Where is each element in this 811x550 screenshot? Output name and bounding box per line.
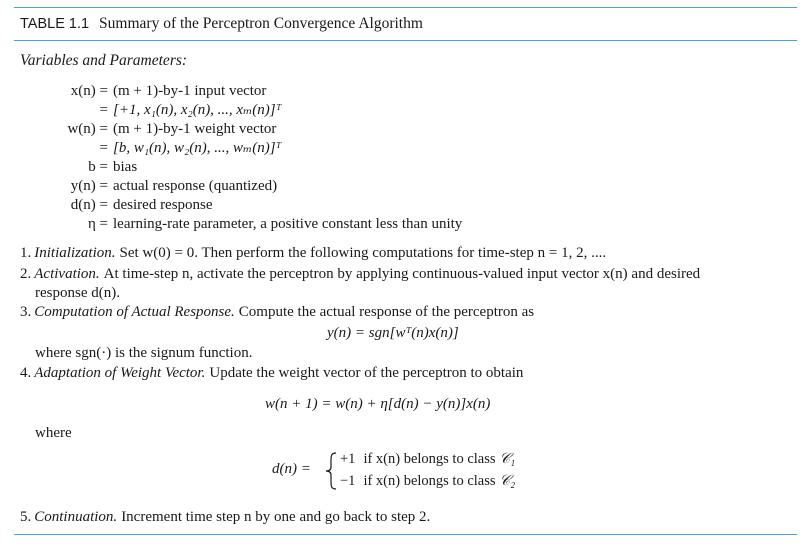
class-symbol: 𝒞₁ bbox=[499, 451, 516, 467]
variable-row bbox=[0, 215, 811, 234]
variable-row bbox=[0, 177, 811, 196]
variable-row bbox=[0, 120, 811, 139]
case-value: +1 bbox=[340, 451, 356, 467]
variable-lhs: y(n) = bbox=[70, 178, 108, 194]
variable-rhs: (m + 1)-by-1 weight vector bbox=[113, 121, 277, 137]
variable-row bbox=[0, 139, 811, 158]
variable-rhs: (m + 1)-by-1 input vector bbox=[113, 83, 267, 99]
case-value: −1 bbox=[340, 473, 356, 489]
variable-lhs: η = bbox=[87, 216, 108, 232]
variable-rhs: actual response (quantized) bbox=[113, 178, 278, 194]
where-label: where bbox=[35, 425, 72, 441]
table-caption bbox=[20, 15, 423, 33]
step-computation: 3. Computation of Actual Response. Compute the actual response of the perceptron as bbox=[20, 304, 535, 320]
variable-rhs: [+1, x₁(n), x₂(n), ..., xₘ(n)]ᵀ bbox=[113, 102, 282, 118]
variable-lhs: x(n) = bbox=[70, 83, 108, 99]
case-condition: if x(n) belongs to class bbox=[363, 451, 496, 467]
variable-lhs: w(n) = bbox=[67, 121, 108, 137]
variable-row bbox=[0, 158, 811, 177]
variable-lhs: d(n) = bbox=[70, 197, 108, 213]
table-label: TABLE 1.1 bbox=[20, 16, 90, 32]
step-initialization: 1. Initialization. Set w(0) = 0. Then perform the following computations for time-step n = 1, 2, .... bbox=[20, 245, 607, 261]
step-continuation: 5. Continuation. Increment time step n by one and go back to step 2. bbox=[20, 509, 431, 525]
variable-rhs: desired response bbox=[113, 197, 213, 213]
variable-lhs: b = bbox=[88, 159, 108, 175]
desired-case-1 bbox=[340, 451, 515, 468]
caption-rule bbox=[14, 40, 797, 41]
variable-row bbox=[0, 196, 811, 215]
variable-lhs: = bbox=[99, 140, 108, 156]
variable-rhs: learning-rate parameter, a positive constant less than unity bbox=[113, 216, 463, 232]
signum-note: where sgn(·) is the signum function. bbox=[35, 345, 253, 361]
step-adaptation: 4. Adaptation of Weight Vector. Update the weight vector of the perceptron to obtain bbox=[20, 365, 524, 381]
top-rule bbox=[14, 7, 797, 8]
variable-rhs: bias bbox=[113, 159, 138, 175]
left-brace-icon bbox=[325, 452, 337, 490]
step-activation: 2. Activation. At time-step n, activate the perceptron by applying continuous-valued input vector x(n) and desired bbox=[20, 266, 701, 282]
bottom-rule bbox=[14, 534, 797, 535]
update-equation: w(n + 1) = w(n) + η[d(n) − y(n)]x(n) bbox=[265, 396, 491, 412]
variable-row bbox=[0, 82, 811, 101]
desired-case-2 bbox=[340, 473, 515, 490]
response-equation: y(n) = sgn[wᵀ(n)x(n)] bbox=[327, 325, 459, 341]
desired-lhs: d(n) = bbox=[272, 461, 311, 477]
variable-rhs: [b, w₁(n), w₂(n), ..., wₘ(n)]ᵀ bbox=[113, 140, 282, 156]
step-activation-continued: response d(n). bbox=[35, 285, 120, 301]
variable-row bbox=[0, 101, 811, 120]
table-title: Summary of the Perceptron Convergence Algorithm bbox=[99, 15, 423, 32]
variables-heading: Variables and Parameters: bbox=[20, 52, 188, 69]
class-symbol: 𝒞₂ bbox=[499, 473, 516, 489]
case-condition: if x(n) belongs to class bbox=[363, 473, 496, 489]
variable-lhs: = bbox=[99, 102, 108, 118]
